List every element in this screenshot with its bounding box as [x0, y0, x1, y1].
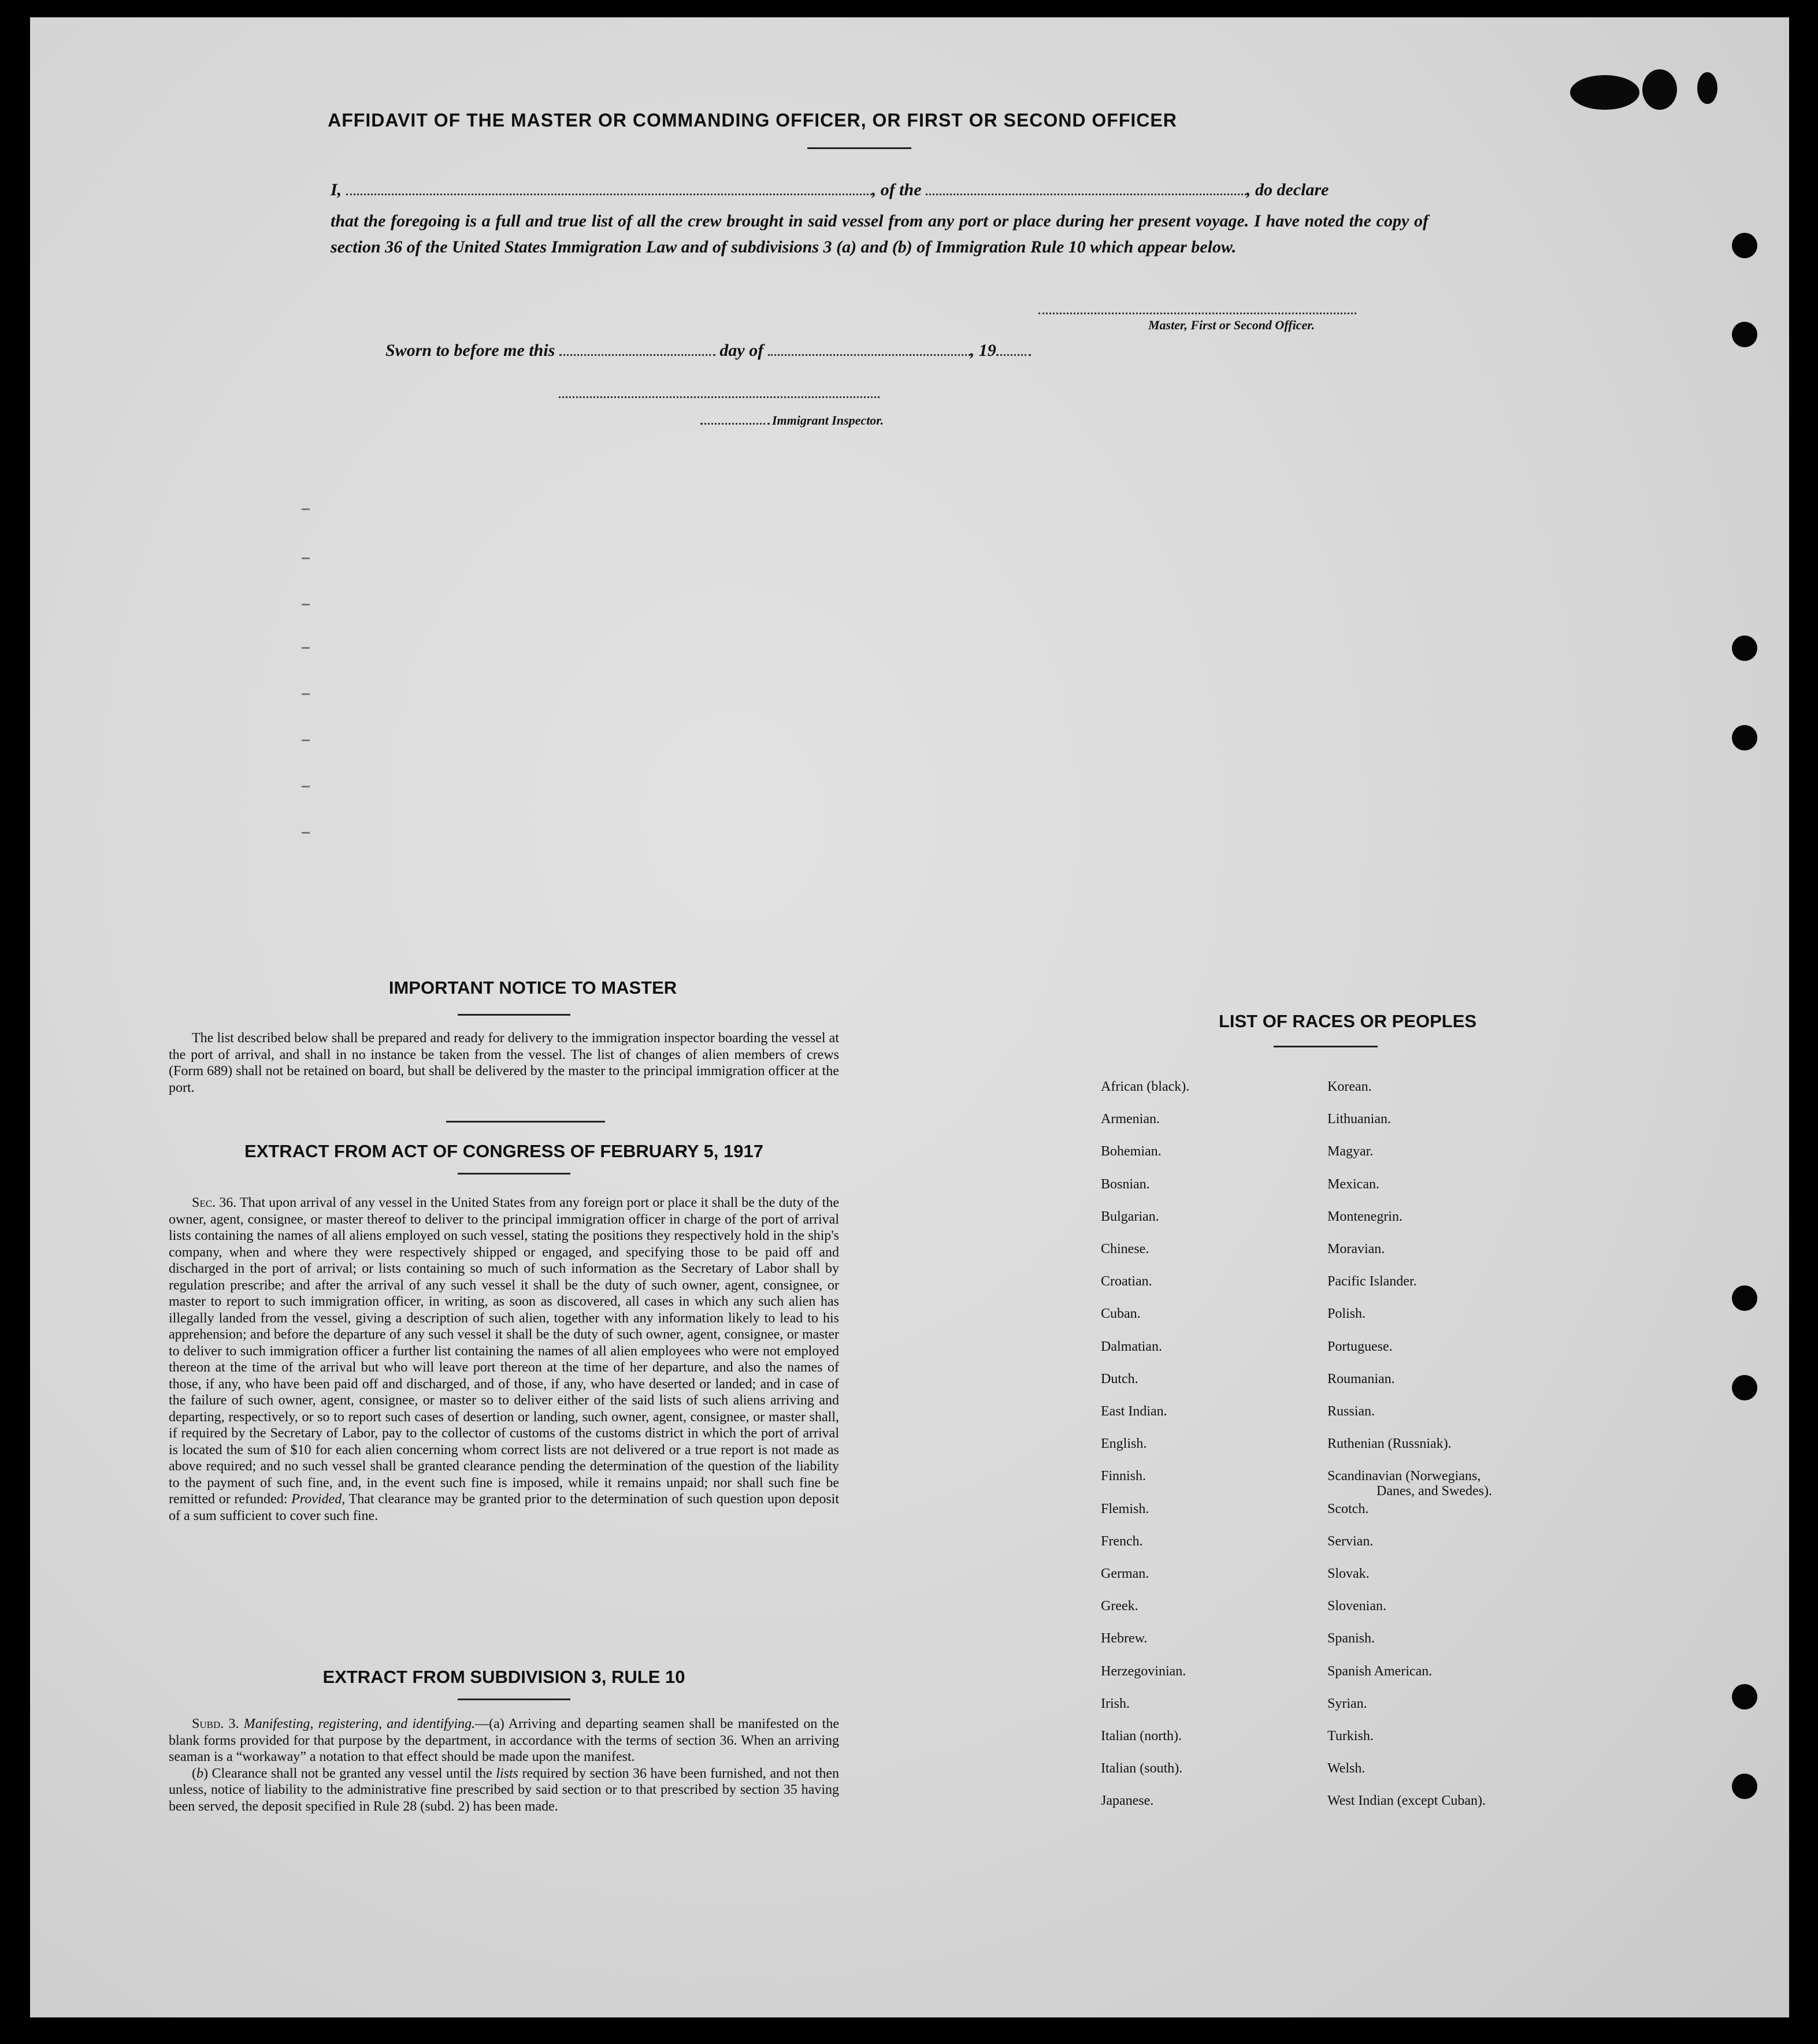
notice-text: The list described below shall be prepared and ready for delivery to the immigration inspector boarding the vessel at the port of arrival, and shall in no instance be taken from the vessel. The list of changes of alien members of crews (Form 689) shall not be retained on board, but shall be delivered by the master to the principal immigration officer at the port. — [169, 1031, 839, 1095]
punch-hole — [1732, 1774, 1757, 1799]
punch-hole — [1732, 1684, 1757, 1709]
race-item: Finnish. — [1101, 1469, 1147, 1484]
act-text-block — [169, 1195, 839, 1524]
inspector-signature-caption: Immigrant Inspector. — [772, 413, 884, 428]
race-item: Portuguese. — [1327, 1339, 1393, 1354]
act-section-label: Sec. 36. — [192, 1195, 237, 1210]
race-item: Flemish. — [1101, 1501, 1149, 1517]
race-item: Armenian. — [1101, 1112, 1160, 1127]
race-item: English. — [1101, 1436, 1147, 1452]
punch-hole — [1732, 636, 1757, 661]
affidavit-title: AFFIDAVIT OF THE MASTER OR COMMANDING OFFICER, OR FIRST OR SECOND OFFICER — [328, 110, 1177, 131]
sworn-year-prefix: , 19 — [970, 341, 996, 360]
declaration-line — [331, 180, 1429, 200]
race-item: Mexican. — [1327, 1176, 1379, 1192]
rule10-para-b-1: Clearance shall not be granted any vessel until the — [212, 1766, 492, 1781]
race-item: Korean. — [1327, 1079, 1372, 1094]
declaration-do-declare: , do declare — [1246, 180, 1329, 199]
race-item: Russian. — [1327, 1404, 1375, 1419]
race-item: Dalmatian. — [1101, 1339, 1162, 1354]
race-item: Polish. — [1327, 1306, 1366, 1322]
race-item: Bohemian. — [1101, 1144, 1162, 1159]
margin-mark — [302, 647, 310, 649]
rule10-para-a: Arriving and departing seamen shall be manifested on the blank forms provided for that purpose by the department, in accordance with the terms of section 36. When an arriving seaman is a “workaway” a notation to that effect should be made upon the manifest. — [169, 1716, 839, 1764]
race-item: German. — [1101, 1566, 1149, 1581]
race-item: Japanese. — [1101, 1793, 1154, 1809]
race-item: Irish. — [1101, 1696, 1130, 1711]
vessel-blank[interactable] — [926, 193, 1246, 195]
race-item: Ruthenian (Russniak). — [1327, 1436, 1452, 1452]
sworn-line — [385, 341, 1031, 361]
race-item: Moravian. — [1327, 1242, 1385, 1257]
act-provided: Provided, — [291, 1492, 346, 1507]
rule10-para-a-marker: —(a) — [475, 1716, 504, 1731]
sworn-day-blank[interactable] — [559, 354, 715, 356]
act-text: That upon arrival of any vessel in the United States from any foreign port or place it shall be the duty of the owner, agent, consignee, or master thereof to deliver to the principal immigration officer in charge of the port of arrival lists containing the names of all aliens employed on such vessel, stating the positions they respectively hold in the ship's company, when and where they were respectively shipped or engaged, and specifying those to be paid off and discharged in the port of arrival; or lists containing so much of such information as the Secretary of Labor shall by regulation prescribe; and after the arrival of any such vessel it shall be the duty of such owner, agent, consignee, or master to report to such immigration officer, in writing, as soon as discovered, all cases in which any such alien has illegally landed from the vessel, giving a description of such alien, together with any information likely to lead to his apprehension; and before the departure of any such vessel it shall be the duty of such owner, agent, consignee, or master to deliver to such immigration officer a further list containing the names of all alien employees who were not employed thereon at the time of the arrival but who will leave port thereon at the time of her departure, and also the names of those, if any, who have been paid off and discharged, and of those, if any, who have deserted or landed; and in case of the failure of such owner, agent, consignee, or master so to deliver either of the said lists of such aliens arriving and departing, respectively, or so to report such cases of desertion or landing, such owner, agent, consignee, or master shall, if required by the Secretary of Labor, pay to the collector of customs of the customs district in which the port of arrival is located the sum of $10 for each alien concerning whom correct lists are not delivered or a true report is not made as above required; and no such vessel shall be granted clearance pending the determination of the question of the liability to the payment of such fine, and, in the event such fine is imposed, while it remains unpaid; nor shall such fine be remitted or refunded: — [169, 1195, 839, 1507]
race-item: Slovak. — [1327, 1566, 1370, 1581]
ink-stain — [1642, 69, 1677, 110]
margin-mark — [302, 693, 310, 695]
declaration-of-the: , of the — [871, 180, 922, 199]
rule10-para-b-2: required by section 36 have been furnished, and not then unless, notice of liability to the administrative fine prescribed by said section or to that prescribed by section 35 having been served, the deposit specified in Rule 28 (subd. 2) has been made. — [169, 1766, 839, 1814]
race-item-continuation: Danes, and Swedes). — [1377, 1484, 1492, 1499]
race-item: Herzegovinian. — [1101, 1663, 1186, 1679]
punch-hole — [1732, 1285, 1757, 1311]
rule10-title: EXTRACT FROM SUBDIVISION 3, RULE 10 — [322, 1667, 685, 1687]
rule10-subd-heading: Manifesting, registering, and identifying. — [243, 1716, 476, 1731]
race-item: Hebrew. — [1101, 1631, 1148, 1647]
declaration-i: I, — [331, 180, 342, 199]
ink-stain — [1570, 75, 1639, 110]
master-signature-caption: Master, First or Second Officer. — [1148, 318, 1315, 332]
race-item: West Indian (except Cuban). — [1327, 1793, 1486, 1809]
punch-hole — [1732, 322, 1757, 347]
sworn-year-blank[interactable] — [996, 354, 1031, 356]
punch-hole — [1732, 233, 1757, 258]
punch-hole — [1732, 1375, 1757, 1400]
declaration-paragraph: that the foregoing is a full and true list of all the crew brought in said vessel from any port or place during her present voyage. I have noted the copy of section 36 of the United States Immigration Law and of subdivisions 3 (a) and (b) of Immigration Rule 10 which appear below. — [331, 211, 1429, 257]
act-title: EXTRACT FROM ACT OF CONGRESS OF FEBRUARY 5, 1917 — [244, 1141, 763, 1161]
race-item: Scandinavian (Norwegians, — [1327, 1469, 1481, 1484]
race-item: French. — [1101, 1533, 1143, 1549]
notice-text-block — [169, 1030, 839, 1096]
notice-title: IMPORTANT NOTICE TO MASTER — [388, 978, 677, 998]
race-item: Spanish American. — [1327, 1663, 1433, 1679]
race-item: Cuban. — [1101, 1306, 1141, 1322]
notice-underline — [458, 1014, 570, 1016]
races-title: LIST OF RACES OR PEOPLES — [1218, 1011, 1477, 1031]
race-item: Pacific Islander. — [1327, 1274, 1417, 1289]
race-item: Spanish. — [1327, 1631, 1375, 1647]
margin-mark — [302, 558, 310, 559]
margin-mark — [302, 786, 310, 787]
notice-divider — [446, 1121, 605, 1123]
master-signature-line[interactable] — [1038, 312, 1356, 314]
race-item: East Indian. — [1101, 1404, 1167, 1419]
inspector-signature-line[interactable] — [559, 396, 880, 398]
sworn-day-of: day of — [719, 341, 764, 360]
race-item: African (black). — [1101, 1079, 1190, 1094]
rule10-underline — [458, 1699, 570, 1700]
sworn-month-blank[interactable] — [768, 354, 970, 356]
race-item: Italian (south). — [1101, 1761, 1183, 1777]
act-text-end: That clearance may be granted prior to the determination of such question upon deposit of a sum sufficient to cover such fine. — [169, 1492, 840, 1523]
margin-mark — [302, 604, 310, 605]
race-item: Montenegrin. — [1327, 1209, 1403, 1224]
race-item: Roumanian. — [1327, 1371, 1395, 1387]
sworn-prefix: Sworn to before me this — [385, 341, 555, 360]
rule10-para-b-lists: lists — [496, 1766, 519, 1781]
margin-mark — [302, 739, 310, 741]
race-item: Greek. — [1101, 1599, 1138, 1614]
race-item: Lithuanian. — [1327, 1112, 1391, 1127]
inspector-caption-row — [700, 413, 884, 428]
act-underline — [458, 1173, 570, 1175]
race-item: Syrian. — [1327, 1696, 1367, 1711]
race-item: Scotch. — [1327, 1501, 1369, 1517]
document-page — [30, 17, 1789, 2017]
margin-mark — [302, 508, 310, 510]
race-item: Magyar. — [1327, 1144, 1374, 1159]
race-item: Turkish. — [1327, 1729, 1374, 1744]
punch-hole — [1732, 725, 1757, 750]
inspector-lead-dots — [700, 422, 770, 425]
rule10-subd-label: Subd. 3. — [192, 1716, 239, 1731]
race-item: Chinese. — [1101, 1242, 1149, 1257]
race-item: Slovenian. — [1327, 1599, 1386, 1614]
title-underline — [807, 147, 911, 149]
race-item: Servian. — [1327, 1533, 1374, 1549]
race-item: Bulgarian. — [1101, 1209, 1159, 1224]
race-item: Dutch. — [1101, 1371, 1138, 1387]
race-item: Croatian. — [1101, 1274, 1152, 1289]
race-item: Welsh. — [1327, 1761, 1366, 1777]
ink-stain — [1697, 72, 1717, 104]
races-underline — [1274, 1046, 1378, 1047]
margin-mark — [302, 832, 310, 834]
race-item: Italian (north). — [1101, 1729, 1182, 1744]
name-blank[interactable] — [346, 193, 872, 195]
race-item: Bosnian. — [1101, 1176, 1150, 1192]
rule10-text-block: Subd. 3. Manifesting, registering, and identifying.—(a) Arriving and departing seamen shall be manifested on the blank forms provided for that purpose by the department, in accordance with the terms of section 36. When an arriving seaman is a “workaway” a notation to that effect should be made upon the manifest. (b) Clearance shall not be granted any vessel until the lists required by section 36 have been furnished, and not then unless, notice of liability to the administrative fine prescribed by said section or to that prescribed by section 35 having been served, the deposit specified in Rule 28 (subd. 2) has been made. — [169, 1716, 839, 1814]
